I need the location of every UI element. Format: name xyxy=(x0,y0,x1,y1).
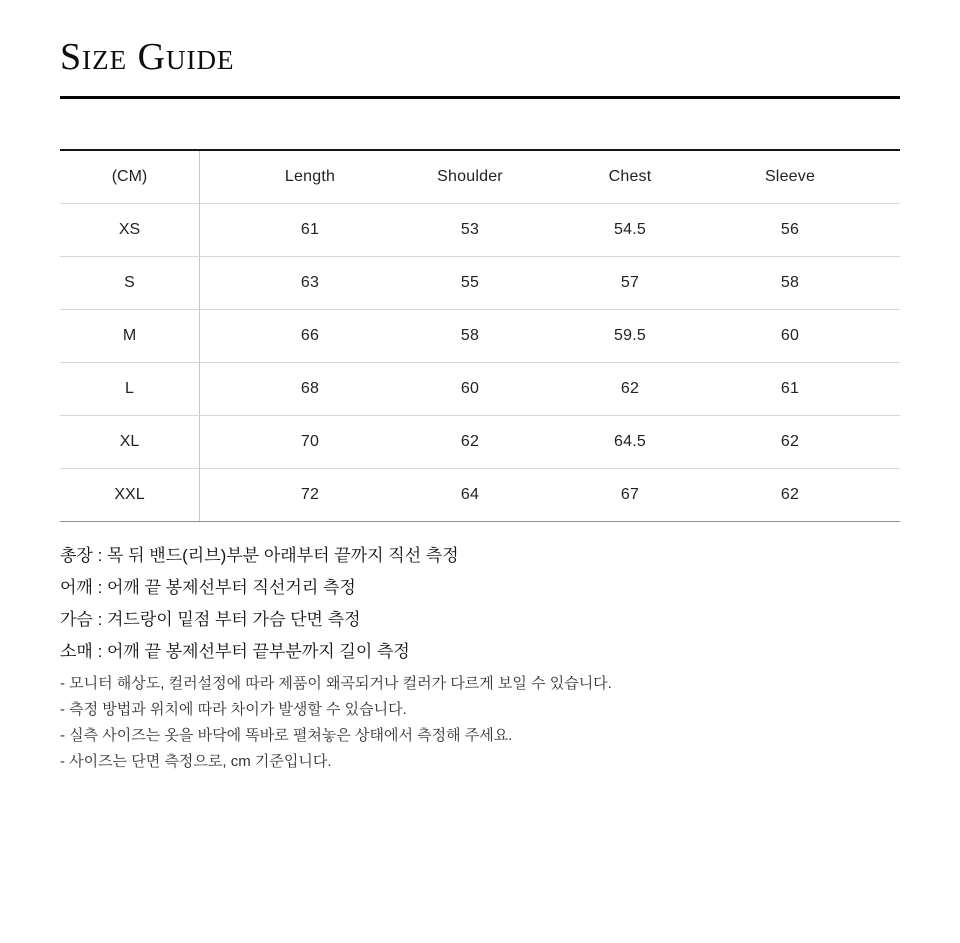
value-length: 70 xyxy=(300,432,320,450)
value-sleeve: 60 xyxy=(780,326,800,344)
column-header-chest: Chest xyxy=(608,167,652,185)
value-chest: 54.5 xyxy=(614,220,646,238)
measurement-note-chest: 가슴 : 겨드랑이 밑점 부터 가슴 단면 측정 xyxy=(60,609,361,629)
value-length: 61 xyxy=(300,220,320,238)
disclaimer-line: - 사이즈는 단면 측정으로, cm 기준입니다. xyxy=(60,752,332,770)
value-shoulder: 64 xyxy=(460,485,480,503)
measurement-note-sleeve: 소매 : 어깨 끝 봉제선부터 끝부분까지 길이 측정 xyxy=(60,641,410,661)
value-chest: 62 xyxy=(620,379,640,397)
size-label: S xyxy=(60,257,200,309)
value-shoulder: 58 xyxy=(460,326,480,344)
row-data-cells xyxy=(200,363,900,415)
table-row-l xyxy=(60,363,900,416)
table-row-xl xyxy=(60,416,900,469)
header-data-cells xyxy=(200,151,900,203)
size-label: XS xyxy=(60,204,200,256)
table-row-m xyxy=(60,310,900,363)
disclaimer-notes xyxy=(60,671,900,775)
value-sleeve: 61 xyxy=(780,379,800,397)
value-chest: 67 xyxy=(620,485,640,503)
row-data-cells xyxy=(200,416,900,468)
size-label: M xyxy=(60,310,200,362)
page-title: Size Guide xyxy=(60,36,235,78)
value-length: 72 xyxy=(300,485,320,503)
value-sleeve: 62 xyxy=(780,485,800,503)
disclaimer-line: - 실측 사이즈는 옷을 바닥에 똑바로 펼쳐놓은 상태에서 측정해 주세요. xyxy=(60,726,513,744)
value-sleeve: 62 xyxy=(780,432,800,450)
size-label: XXL xyxy=(60,469,200,521)
row-data-cells xyxy=(200,310,900,362)
value-chest: 64.5 xyxy=(614,432,646,450)
value-chest: 59.5 xyxy=(614,326,646,344)
title-divider xyxy=(60,96,900,99)
table-row-xxl xyxy=(60,469,900,521)
column-header-sleeve: Sleeve xyxy=(764,167,816,185)
size-table xyxy=(60,149,900,522)
size-label: L xyxy=(60,363,200,415)
measurement-note-shoulder: 어깨 : 어깨 끝 봉제선부터 직선거리 측정 xyxy=(60,577,356,597)
table-row-s xyxy=(60,257,900,310)
disclaimer-line: - 측정 방법과 위치에 따라 차이가 발생할 수 있습니다. xyxy=(60,700,407,718)
value-shoulder: 60 xyxy=(460,379,480,397)
size-guide-section xyxy=(60,0,900,775)
column-header-shoulder: Shoulder xyxy=(437,167,503,185)
value-length: 68 xyxy=(300,379,320,397)
unit-header-cell: (CM) xyxy=(60,151,200,203)
column-header-length: Length xyxy=(284,167,336,185)
value-sleeve: 58 xyxy=(780,273,800,291)
row-data-cells xyxy=(200,204,900,256)
row-data-cells xyxy=(200,257,900,309)
value-shoulder: 53 xyxy=(460,220,480,238)
measurement-notes xyxy=(60,540,900,668)
size-label: XL xyxy=(60,416,200,468)
value-shoulder: 55 xyxy=(460,273,480,291)
value-shoulder: 62 xyxy=(460,432,480,450)
disclaimer-line: - 모니터 해상도, 컬러설정에 따라 제품이 왜곡되거나 컬러가 다르게 보일 수 있습니다. xyxy=(60,674,612,692)
table-row-xs xyxy=(60,204,900,257)
measurement-note-length: 총장 : 목 뒤 밴드(리브)부분 아래부터 끝까지 직선 측정 xyxy=(60,545,459,565)
table-header-row xyxy=(60,151,900,204)
value-chest: 57 xyxy=(620,273,640,291)
value-length: 63 xyxy=(300,273,320,291)
value-sleeve: 56 xyxy=(780,220,800,238)
value-length: 66 xyxy=(300,326,320,344)
row-data-cells xyxy=(200,469,900,521)
